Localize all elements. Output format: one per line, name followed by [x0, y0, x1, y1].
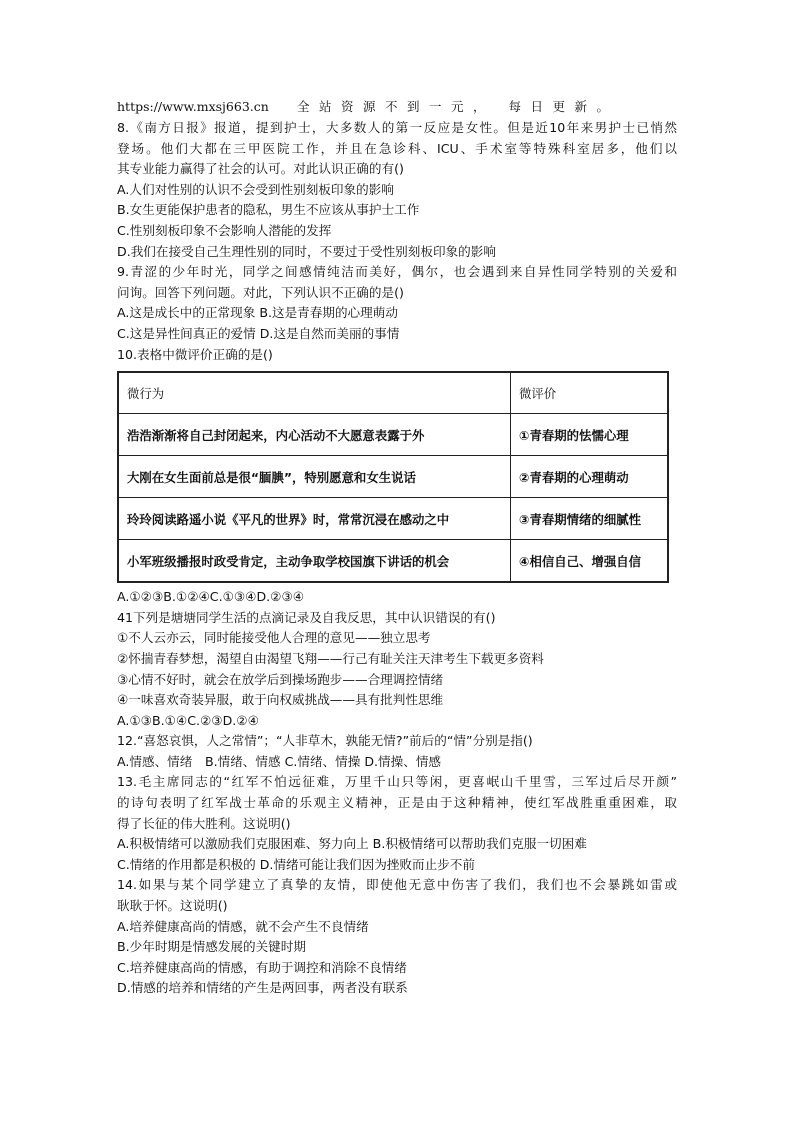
- question-stem-line: 登场。他们大都在三甲医院工作，并且在急诊科、ICU、手术室等特殊科室居多，他们以: [117, 140, 677, 156]
- question-stem: 41下列是塘塘同学生活的点滴记录及自我反思，其中认识错误的有(): [117, 609, 496, 625]
- question-9: [117, 262, 677, 344]
- question-stem-line: 耿耿于怀。这说明(): [117, 898, 228, 914]
- question-stem-line: 得了长征的伟大胜利。这说明(): [117, 815, 291, 831]
- list-item: ②怀揣青春梦想，渴望自由渴望飞翔——行己有耻关注天津考生下载更多资料: [117, 650, 544, 666]
- table-row: [118, 540, 668, 583]
- exam-page: [117, 96, 677, 999]
- options-line: A.①②③B.①②④C.①③④D.②③④: [117, 589, 305, 605]
- question-10: [117, 345, 677, 608]
- header-slogan: 全站资源不到一元， 每日更新。: [297, 99, 619, 114]
- option-a: A.人们对性别的认识不会受到性别刻板印象的影响: [117, 181, 394, 197]
- behavior-cell: 大刚在女生面前总是很“腼腆”，特别愿意和女生说话: [118, 456, 511, 498]
- table-header-row: [118, 372, 668, 414]
- behavior-cell: 玲玲阅读路遥小说《平凡的世界》时，常常沉浸在感动之中: [118, 498, 511, 540]
- table-row: [118, 414, 668, 456]
- table-row: [118, 456, 668, 498]
- option-c: C.培养健康高尚的情感，有助于调控和消除不良情绪: [117, 959, 407, 975]
- question-12: [117, 731, 677, 772]
- header-micro-behavior: 微行为: [118, 372, 511, 414]
- question-stem: 12.“喜怒哀惧，人之常情”；“人非草木，孰能无情?”前后的“情”分别是指(): [117, 733, 533, 749]
- question-13: [117, 772, 677, 875]
- option-b: B.少年时期是情感发展的关键时期: [117, 939, 306, 955]
- question-stem-line: 9.青涩的少年时光，同学之间感情纯洁而美好，偶尔，也会遇到来自异性同学特别的关爱和: [117, 264, 677, 280]
- question-stem: 10.表格中微评价正确的是(): [117, 346, 273, 362]
- behavior-cell: 小军班级播报时政受肯定，主动争取学校国旗下讲话的机会: [118, 540, 511, 583]
- question-stem-line: 8.《南方日报》报道，提到护士，大多数人的第一反应是女性。但是近10年来男护士已悄然: [117, 120, 677, 135]
- options-line: A.情感、情绪 B.情绪、情感 C.情绪、情操 D.情操、情感: [117, 753, 442, 769]
- question-14: [117, 875, 677, 999]
- options-line: C.情绪的作用都是积极的 D.情绪可能让我们因为挫败而止步不前: [117, 856, 475, 872]
- question-stem-line: 问询。回答下列问题。对此，下列认识不正确的是(): [117, 284, 404, 300]
- source-url[interactable]: https://www.mxsj663.cn: [117, 99, 269, 114]
- micro-evaluation-table: [117, 371, 669, 583]
- option-d: D.情感的培养和情绪的产生是两回事，两者没有联系: [117, 980, 408, 996]
- list-item: ④一味喜欢奇装异服，敢于向权威挑战——具有批判性思维: [117, 692, 444, 708]
- options-line: C.这是异性间真正的爱情 D.这是自然而美丽的事情: [117, 325, 400, 341]
- option-c: C.性别刻板印象不会影响人潜能的发挥: [117, 222, 332, 238]
- question-11: [117, 608, 677, 732]
- behavior-cell: 浩浩渐渐将自己封闭起来，内心活动不大愿意表露于外: [118, 414, 511, 456]
- option-a: A.培养健康高尚的情感，就不会产生不良情绪: [117, 918, 369, 934]
- evaluation-cell: ②青春期的心理萌动: [511, 456, 669, 498]
- table-row: [118, 498, 668, 540]
- options-line: A.这是成长中的正常现象 B.这是青春期的心理萌动: [117, 305, 398, 321]
- header-micro-evaluation: 微评价: [511, 372, 669, 414]
- list-item: ③心情不好时，就会在放学后到操场跑步——合理调控情绪: [117, 671, 444, 687]
- question-stem-line: 13.毛主席同志的“红军不怕远征难，万里千山只等闲，更喜岷山千里雪，三军过后尽开颜”: [117, 774, 677, 790]
- options-line: A.积极情绪可以激励我们克服困难、努力向上 B.积极情绪可以帮助我们克服一切困难: [117, 836, 587, 852]
- evaluation-cell: ④相信自己、增强自信: [511, 540, 669, 583]
- list-item: ①不人云亦云，同时能接受他人合理的意见——独立思考: [117, 630, 431, 646]
- question-stem-line: 的诗句表明了红军战士革命的乐观主义精神，正是由于这种精神，使红军战胜重重困难，取: [117, 795, 677, 811]
- options-line: A.①③B.①④C.②③D.②④: [117, 712, 259, 728]
- question-stem-line: 其专业能力赢得了社会的认可。对此认识正确的有(): [117, 161, 404, 177]
- option-d: D.我们在接受自己生理性别的同时，不要过于受性别刻板印象的影响: [117, 243, 496, 259]
- question-stem-line: 14.如果与某个同学建立了真挚的友情，即使他无意中伤害了我们，我们也不会暴跳如雷或: [117, 877, 677, 893]
- page-header: [117, 96, 677, 118]
- question-8: [117, 118, 677, 262]
- option-b: B.女生更能保护患者的隐私，男生不应该从事护士工作: [117, 202, 420, 218]
- evaluation-cell: ③青春期情绪的细腻性: [511, 498, 669, 540]
- evaluation-cell: ①青春期的怯懦心理: [511, 414, 669, 456]
